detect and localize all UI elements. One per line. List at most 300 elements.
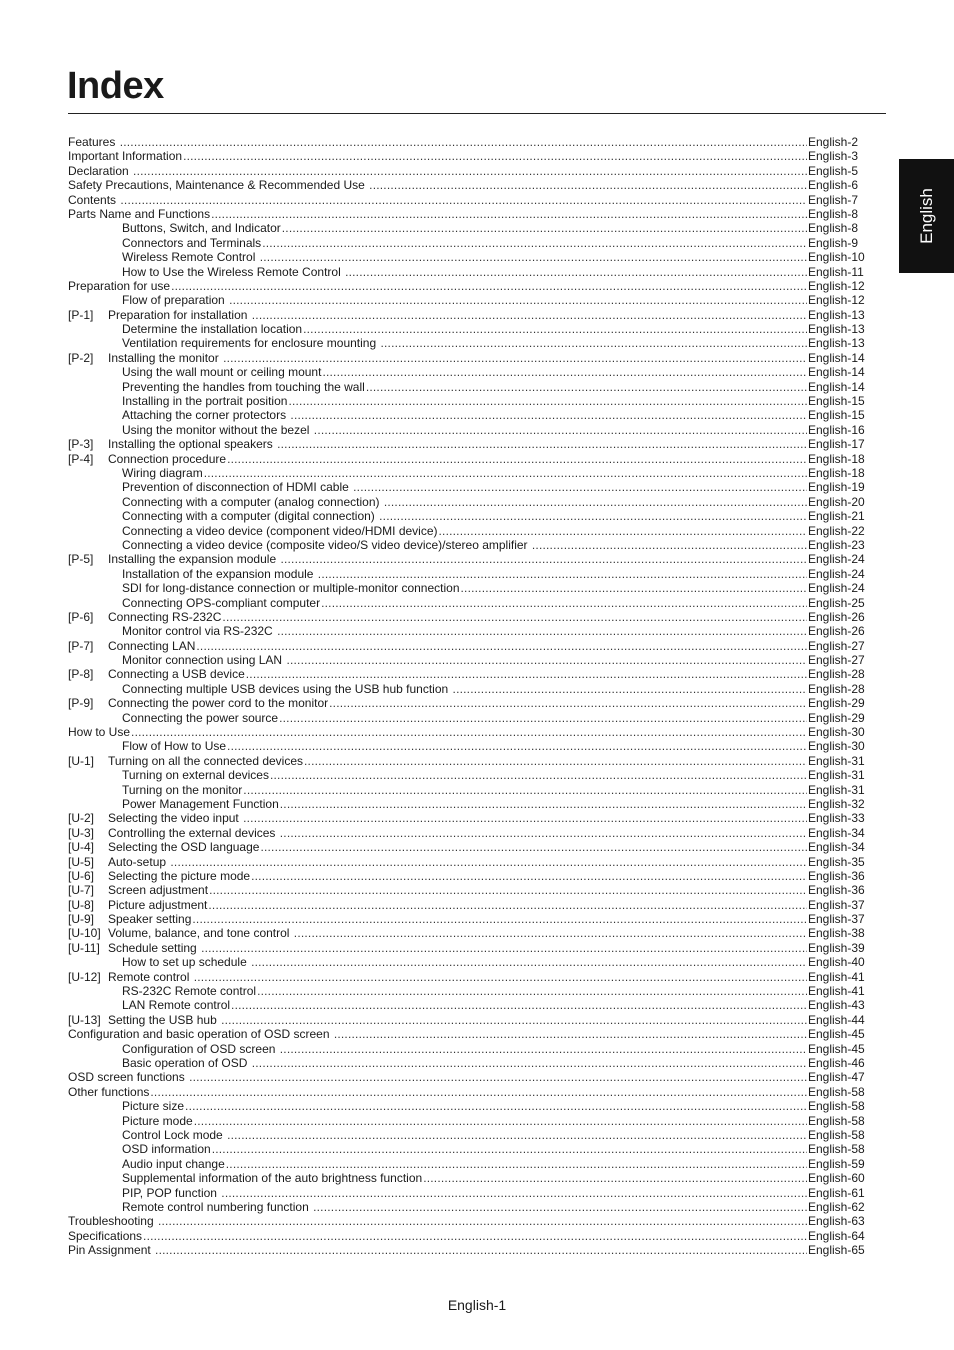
- index-entry: [68, 811, 870, 825]
- index-entry: [68, 998, 870, 1012]
- index-entry-label: Other functions: [68, 1084, 150, 1099]
- index-entry-page: English-2: [808, 135, 859, 149]
- index-entry-tag: [U-11]: [68, 940, 100, 955]
- index-entry-label: Installation of the expansion module: [122, 566, 317, 581]
- index-entry: [68, 1099, 870, 1113]
- index-entry: [68, 1056, 870, 1070]
- dot-leader: [209, 883, 807, 897]
- index-entry-label: RS-232C Remote control: [122, 984, 257, 999]
- dot-leader: [226, 1157, 807, 1171]
- index-entry: [68, 193, 870, 207]
- dot-leader: [208, 898, 807, 912]
- index-entry-page: English-36: [808, 868, 865, 883]
- dot-leader: [252, 308, 807, 322]
- index-entry-page: English-14: [808, 350, 865, 365]
- index-entry: [68, 610, 870, 624]
- dot-leader: [314, 423, 807, 437]
- dot-leader: [353, 480, 807, 494]
- index-entry-tag: [U-13]: [68, 1012, 101, 1027]
- index-entry-tag: [U-10]: [68, 926, 101, 941]
- dot-leader: [321, 596, 807, 610]
- index-entry-page: English-9: [808, 235, 859, 250]
- dot-leader: [384, 495, 807, 509]
- index-entry: [68, 466, 870, 480]
- index-entry-page: English-18: [808, 465, 865, 480]
- dot-leader: [280, 797, 807, 811]
- index-entry-tag: [P-2]: [68, 350, 94, 365]
- index-entry-label: Specifications: [68, 1228, 143, 1243]
- index-entry: [68, 495, 870, 509]
- index-entry: [68, 380, 870, 394]
- index-entry-page: English-58: [808, 1113, 865, 1128]
- index-entry-page: English-28: [808, 681, 865, 696]
- index-list: [68, 135, 870, 1257]
- index-entry-page: English-20: [808, 494, 865, 509]
- index-entry-page: English-33: [808, 811, 865, 826]
- index-entry-page: English-24: [808, 552, 865, 567]
- index-entry-label: Audio input change: [122, 1156, 225, 1171]
- index-entry: [68, 423, 870, 437]
- index-entry-label: How to set up schedule: [122, 955, 251, 970]
- index-entry-label: Contents: [68, 192, 120, 207]
- index-entry: [68, 336, 870, 350]
- index-entry: [68, 1128, 870, 1142]
- index-entry-page: English-29: [808, 696, 865, 711]
- index-entry-label: Connecting a USB device: [108, 667, 245, 682]
- index-entry: [68, 164, 870, 178]
- index-entry-page: English-14: [808, 379, 865, 394]
- index-entry-page: English-59: [808, 1156, 865, 1171]
- index-entry-page: English-6: [808, 178, 859, 193]
- dot-leader: [280, 552, 807, 566]
- index-entry-label: Safety Precautions, Maintenance & Recommended Use: [68, 178, 369, 193]
- dot-leader: [185, 1099, 807, 1113]
- index-entry-page: English-7: [808, 192, 859, 207]
- index-entry-tag: [U-8]: [68, 897, 95, 912]
- dot-leader: [279, 711, 807, 725]
- index-entry-label: Remote control: [108, 969, 193, 984]
- index-entry-page: English-63: [808, 1214, 865, 1229]
- index-entry: [68, 1229, 870, 1243]
- index-entry-tag: [P-4]: [68, 451, 94, 466]
- index-entry-label: Prevention of disconnection of HDMI cable: [122, 480, 353, 495]
- index-entry-page: English-41: [808, 984, 865, 999]
- index-entry-page: English-16: [808, 422, 865, 437]
- index-entry-label: Preparation for use: [68, 278, 171, 293]
- index-entry: [68, 869, 870, 883]
- index-entry-page: English-34: [808, 825, 865, 840]
- dot-leader: [366, 380, 807, 394]
- index-entry-page: English-22: [808, 523, 865, 538]
- index-entry-label: Power Management Function: [122, 796, 279, 811]
- index-entry-label: Installing the monitor: [108, 350, 223, 365]
- dot-leader: [223, 351, 807, 365]
- dot-leader: [304, 754, 807, 768]
- index-entry-page: English-31: [808, 782, 865, 797]
- index-entry-page: English-23: [808, 537, 865, 552]
- index-entry-page: English-26: [808, 609, 865, 624]
- dot-leader: [257, 984, 807, 998]
- dot-leader: [329, 696, 807, 710]
- index-entry-page: English-30: [808, 725, 865, 740]
- index-entry-label: Connection procedure: [108, 451, 227, 466]
- page-number: English-1: [447, 1297, 507, 1313]
- index-entry-label: Selecting the picture mode: [108, 868, 251, 883]
- dot-leader: [212, 1142, 807, 1156]
- index-entry: [68, 768, 870, 782]
- index-entry-page: English-8: [808, 221, 859, 236]
- index-entry: [68, 653, 870, 667]
- index-entry: [68, 1070, 870, 1084]
- index-entry-label: Connecting LAN: [108, 638, 196, 653]
- index-entry-label: Pin Assignment: [68, 1243, 155, 1258]
- index-entry-page: English-35: [808, 854, 865, 869]
- index-entry-page: English-64: [808, 1228, 865, 1243]
- index-entry-page: English-18: [808, 451, 865, 466]
- index-entry: [68, 394, 870, 408]
- dot-leader: [313, 1200, 807, 1214]
- dot-leader: [143, 1229, 807, 1243]
- dot-leader: [227, 452, 807, 466]
- index-entry-label: Connecting multiple USB devices using the USB hub function: [122, 681, 452, 696]
- dot-leader: [189, 1070, 807, 1084]
- index-entry-page: English-40: [808, 955, 865, 970]
- index-entry-tag: [P-6]: [68, 609, 94, 624]
- index-entry-label: Troubleshooting: [68, 1214, 157, 1229]
- index-entry-page: English-60: [808, 1171, 865, 1186]
- language-tab-label: English: [916, 188, 936, 244]
- index-entry-label: How to Use the Wireless Remote Control: [122, 264, 345, 279]
- index-entry: [68, 1171, 870, 1185]
- dot-leader: [280, 826, 807, 840]
- dot-leader: [194, 1114, 807, 1128]
- index-entry-page: English-65: [808, 1243, 865, 1258]
- index-entry: [68, 1114, 870, 1128]
- index-entry-label: Connecting with a computer (digital connection): [122, 509, 379, 524]
- index-entry-page: English-31: [808, 768, 865, 783]
- index-entry-page: English-31: [808, 753, 865, 768]
- index-entry: [68, 898, 870, 912]
- dot-leader: [322, 365, 807, 379]
- index-entry-page: English-15: [808, 394, 865, 409]
- index-entry-label: Installing the expansion module: [108, 552, 280, 567]
- index-entry-page: English-13: [808, 322, 865, 337]
- index-entry: [68, 1200, 870, 1214]
- language-tab: [899, 159, 954, 273]
- index-entry-tag: [P-1]: [68, 307, 94, 322]
- index-entry-label: How to Use: [68, 725, 131, 740]
- index-entry-label: Speaker setting: [108, 912, 192, 927]
- index-entry: [68, 783, 870, 797]
- index-entry-page: English-24: [808, 581, 865, 596]
- index-entry-label: Picture mode: [122, 1113, 193, 1128]
- index-entry: [68, 581, 870, 595]
- index-entry: [68, 308, 870, 322]
- index-entry-label: Control Lock mode: [122, 1127, 227, 1142]
- index-entry-label: Preparation for installation: [108, 307, 251, 322]
- index-entry-tag: [P-8]: [68, 667, 94, 682]
- index-entry-label: Attaching the corner protectors: [122, 408, 290, 423]
- index-entry: [68, 351, 870, 365]
- index-entry-label: Auto-setup: [108, 854, 170, 869]
- index-entry-label: Flow of preparation: [122, 293, 229, 308]
- index-entry: [68, 365, 870, 379]
- index-entry-label: Flow of How to Use: [122, 739, 227, 754]
- index-entry-label: Features: [68, 135, 119, 149]
- index-entry-label: Using the monitor without the bezel: [122, 422, 313, 437]
- index-entry: [68, 1142, 870, 1156]
- index-entry: [68, 1027, 870, 1041]
- index-entry-page: English-26: [808, 624, 865, 639]
- index-entry-label: Wiring diagram: [122, 465, 203, 480]
- index-entry: [68, 279, 870, 293]
- dot-leader: [453, 682, 807, 696]
- index-entry-label: Connecting OPS-compliant computer: [122, 595, 321, 610]
- index-entry-tag: [U-7]: [68, 883, 95, 898]
- dot-leader: [229, 293, 807, 307]
- index-entry-page: English-8: [808, 206, 859, 221]
- index-entry-page: English-46: [808, 1056, 865, 1070]
- dot-leader: [243, 783, 807, 797]
- index-entry: [68, 739, 870, 753]
- index-entry-label: Selecting the OSD language: [108, 840, 260, 855]
- index-entry-label: Setting the USB hub: [108, 1012, 221, 1027]
- index-entry-page: English-58: [808, 1099, 865, 1114]
- index-entry: [68, 955, 870, 969]
- index-entry-page: English-38: [808, 926, 865, 941]
- dot-leader: [303, 322, 807, 336]
- index-entry-page: English-58: [808, 1142, 865, 1157]
- index-entry: [68, 667, 870, 681]
- index-entry-label: LAN Remote control: [122, 998, 231, 1013]
- dot-leader: [133, 164, 807, 178]
- dot-leader: [318, 567, 807, 581]
- index-entry-label: Using the wall mount or ceiling mount: [122, 365, 322, 380]
- dot-leader: [222, 610, 807, 624]
- index-entry: [68, 696, 870, 710]
- dot-leader: [120, 193, 807, 207]
- index-entry: [68, 596, 870, 610]
- index-entry-label: Installing in the portrait position: [122, 394, 288, 409]
- index-entry-page: English-43: [808, 998, 865, 1013]
- index-entry-page: English-32: [808, 796, 865, 811]
- dot-leader: [282, 221, 807, 235]
- index-entry-page: English-27: [808, 653, 865, 668]
- index-entry: [68, 178, 870, 192]
- index-entry-page: English-13: [808, 336, 865, 351]
- index-entry: [68, 984, 870, 998]
- dot-leader: [277, 437, 807, 451]
- index-entry-page: English-15: [808, 408, 865, 423]
- index-entry-label: Remote control numbering function: [122, 1199, 313, 1214]
- index-entry: [68, 509, 870, 523]
- index-entry: [68, 322, 870, 336]
- dot-leader: [252, 1056, 807, 1070]
- dot-leader: [260, 840, 807, 854]
- index-entry: [68, 970, 870, 984]
- index-entry: [68, 797, 870, 811]
- dot-leader: [201, 941, 807, 955]
- index-entry-page: English-14: [808, 365, 865, 380]
- dot-leader: [260, 250, 807, 264]
- index-entry: [68, 538, 870, 552]
- index-entry: [68, 639, 870, 653]
- dot-leader: [286, 653, 807, 667]
- index-entry-label: Important Information: [68, 149, 183, 164]
- dot-leader: [251, 955, 807, 969]
- dot-leader: [194, 970, 807, 984]
- index-entry-label: Selecting the video input: [108, 811, 243, 826]
- title-rule: [68, 113, 886, 114]
- dot-leader: [221, 1013, 807, 1027]
- index-entry: [68, 725, 870, 739]
- dot-leader: [183, 149, 807, 163]
- index-entry-page: English-3: [808, 149, 859, 164]
- index-entry-label: Wireless Remote Control: [122, 250, 259, 265]
- index-entry: [68, 1013, 870, 1027]
- dot-leader: [461, 581, 807, 595]
- index-entry-tag: [U-6]: [68, 868, 95, 883]
- index-entry-tag: [P-9]: [68, 696, 94, 711]
- dot-leader: [158, 1214, 807, 1228]
- index-entry-page: English-10: [808, 250, 865, 265]
- index-entry-page: English-12: [808, 278, 865, 293]
- index-entry: [68, 883, 870, 897]
- index-entry: [68, 624, 870, 638]
- index-entry: [68, 567, 870, 581]
- index-entry-page: English-36: [808, 883, 865, 898]
- dot-leader: [231, 998, 807, 1012]
- index-entry-page: English-25: [808, 595, 865, 610]
- index-entry-page: English-62: [808, 1199, 865, 1214]
- index-entry-label: Ventilation requirements for enclosure mounting: [122, 336, 380, 351]
- index-entry: [68, 855, 870, 869]
- dot-leader: [379, 509, 807, 523]
- index-entry-page: English-21: [808, 509, 865, 524]
- dot-leader: [280, 1042, 807, 1056]
- index-entry-label: Parts Name and Functions: [68, 206, 211, 221]
- index-entry-tag: [P-3]: [68, 437, 94, 452]
- index-entry-page: English-5: [808, 163, 859, 178]
- index-entry: [68, 408, 870, 422]
- dot-leader: [290, 408, 807, 422]
- dot-leader: [170, 855, 807, 869]
- index-entry-label: Connectors and Terminals: [122, 235, 262, 250]
- dot-leader: [277, 624, 807, 638]
- index-entry-label: Turning on external devices: [122, 768, 269, 783]
- index-entry-tag: [U-2]: [68, 811, 95, 826]
- index-entry: [68, 1085, 870, 1099]
- index-entry: [68, 207, 870, 221]
- dot-leader: [150, 1085, 807, 1099]
- index-entry: [68, 941, 870, 955]
- dot-leader: [380, 336, 807, 350]
- dot-leader: [131, 725, 807, 739]
- dot-leader: [288, 394, 807, 408]
- index-entry-tag: [U-9]: [68, 912, 95, 927]
- index-entry-page: English-45: [808, 1041, 865, 1056]
- dot-leader: [155, 1243, 807, 1257]
- index-entry-page: English-47: [808, 1070, 865, 1085]
- dot-leader: [294, 926, 807, 940]
- index-entry-page: English-39: [808, 940, 865, 955]
- index-entry-label: OSD screen functions: [68, 1070, 189, 1085]
- index-entry-label: Controlling the external devices: [108, 825, 279, 840]
- index-entry: [68, 754, 870, 768]
- dot-leader: [439, 524, 808, 538]
- index-entry-page: English-24: [808, 566, 865, 581]
- index-entry: [68, 1042, 870, 1056]
- index-entry: [68, 552, 870, 566]
- dot-leader: [227, 1128, 807, 1142]
- index-entry-page: English-11: [808, 264, 864, 279]
- index-entry-label: Basic operation of OSD: [122, 1056, 251, 1070]
- index-entry: [68, 265, 870, 279]
- dot-leader: [211, 207, 807, 221]
- index-entry-page: English-44: [808, 1012, 865, 1027]
- index-entry: [68, 711, 870, 725]
- dot-leader: [345, 265, 807, 279]
- index-entry: [68, 236, 870, 250]
- index-entry: [68, 437, 870, 451]
- index-entry-label: Turning on the monitor: [122, 782, 243, 797]
- index-entry-tag: [P-5]: [68, 552, 94, 567]
- dot-leader: [120, 135, 807, 149]
- index-entry-page: English-19: [808, 480, 865, 495]
- dot-leader: [196, 639, 807, 653]
- dot-leader: [270, 768, 807, 782]
- dot-leader: [334, 1027, 807, 1041]
- index-entry: [68, 452, 870, 466]
- index-entry-label: Configuration of OSD screen: [122, 1041, 279, 1056]
- page-title: Index: [67, 65, 164, 107]
- dot-leader: [192, 912, 807, 926]
- dot-leader: [246, 667, 807, 681]
- index-entry: [68, 1214, 870, 1228]
- index-entry-label: Configuration and basic operation of OSD screen: [68, 1027, 333, 1042]
- index-entry-tag: [U-5]: [68, 854, 95, 869]
- index-entry-page: English-17: [808, 437, 865, 452]
- index-entry-label: Turning on all the connected devices: [108, 753, 304, 768]
- index-entry-page: English-37: [808, 912, 865, 927]
- index-entry-label: Preventing the handles from touching the wall: [122, 379, 365, 394]
- index-entry-label: Monitor connection using LAN: [122, 653, 286, 668]
- dot-leader: [369, 178, 807, 192]
- index-entry-label: Declaration: [68, 163, 133, 178]
- index-entry-label: Installing the optional speakers: [108, 437, 277, 452]
- index-entry-label: PIP, POP function: [122, 1185, 221, 1200]
- index-entry-label: Supplemental information of the auto brightness function: [122, 1171, 423, 1186]
- index-entry-label: Picture adjustment: [108, 897, 208, 912]
- index-entry-page: English-45: [808, 1027, 865, 1042]
- index-entry: [68, 250, 870, 264]
- index-entry-page: English-37: [808, 897, 865, 912]
- index-entry: [68, 149, 870, 163]
- index-entry: [68, 293, 870, 307]
- index-entry-label: Connecting with a computer (analog connection): [122, 494, 383, 509]
- index-entry-page: English-13: [808, 307, 865, 322]
- dot-leader: [251, 869, 807, 883]
- index-entry-page: English-34: [808, 840, 865, 855]
- index-entry-page: English-27: [808, 638, 865, 653]
- index-entry-page: English-58: [808, 1127, 865, 1142]
- index-entry-tag: [U-1]: [68, 753, 95, 768]
- index-entry: [68, 480, 870, 494]
- index-entry-page: English-58: [808, 1084, 865, 1099]
- index-entry-label: Determine the installation location: [122, 322, 303, 337]
- dot-leader: [171, 279, 807, 293]
- index-entry-tag: [U-4]: [68, 840, 95, 855]
